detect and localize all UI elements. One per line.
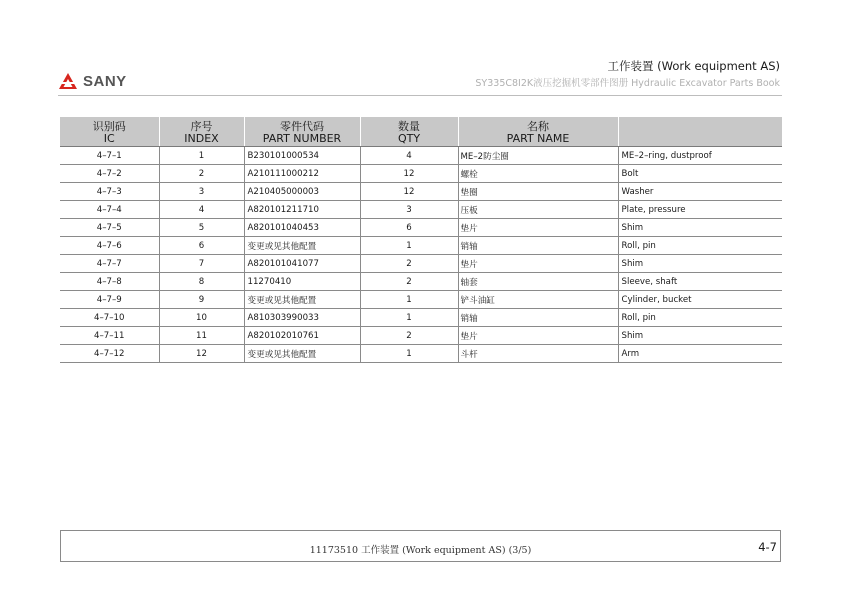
sany-logo-icon <box>58 72 78 90</box>
cell-name-en: ME–2–ring, dustproof <box>618 147 782 165</box>
cell-ic: 4–7–3 <box>60 183 159 201</box>
table-row <box>60 219 782 237</box>
cell-part-number: 变更或见其他配置 <box>244 237 360 255</box>
cell-part-number: A810303990033 <box>244 309 360 327</box>
cell-ic: 4–7–8 <box>60 273 159 291</box>
cell-ic: 4–7–7 <box>60 255 159 273</box>
cell-name-en: Roll, pin <box>618 237 782 255</box>
table-row <box>60 345 782 363</box>
cell-qty: 4 <box>360 147 458 165</box>
cell-part-number: A820101211710 <box>244 201 360 219</box>
cell-qty: 1 <box>360 309 458 327</box>
cell-name-cn: 垫圈 <box>458 183 618 201</box>
cell-ic: 4–7–11 <box>60 327 159 345</box>
cell-index: 10 <box>159 309 244 327</box>
table-row <box>60 201 782 219</box>
parts-table <box>60 117 782 363</box>
col-header-part-name-en <box>618 117 782 147</box>
table-row <box>60 255 782 273</box>
cell-part-number: A820101041077 <box>244 255 360 273</box>
cell-ic: 4–7–10 <box>60 309 159 327</box>
cell-ic: 4–7–1 <box>60 147 159 165</box>
cell-index: 9 <box>159 291 244 309</box>
page-title: 工作装置 (Work equipment AS) <box>607 59 780 73</box>
footer-caption: 11173510 工作装置 (Work equipment AS) (3/5) <box>309 545 532 556</box>
cell-qty: 6 <box>360 219 458 237</box>
col-header-ic-cn: 识别码 <box>92 119 126 133</box>
cell-ic: 4–7–5 <box>60 219 159 237</box>
cell-qty: 1 <box>360 345 458 363</box>
cell-index: 8 <box>159 273 244 291</box>
cell-name-cn: ME–2防尘圈 <box>458 147 618 165</box>
cell-index: 5 <box>159 219 244 237</box>
table-header-row <box>60 117 782 147</box>
col-header-qty-cn: 数量 <box>398 119 420 133</box>
col-header-name-en: PART NAME <box>506 131 570 145</box>
cell-ic: 4–7–2 <box>60 165 159 183</box>
brand-logo <box>58 71 127 91</box>
cell-ic: 4–7–12 <box>60 345 159 363</box>
cell-index: 7 <box>159 255 244 273</box>
cell-index: 2 <box>159 165 244 183</box>
cell-name-en: Shim <box>618 219 782 237</box>
cell-name-en: Roll, pin <box>618 309 782 327</box>
cell-part-number: A820101040453 <box>244 219 360 237</box>
col-header-name-cn: 名称 <box>527 119 549 133</box>
cell-name-cn: 垫片 <box>458 255 618 273</box>
cell-qty: 3 <box>360 201 458 219</box>
cell-qty: 2 <box>360 327 458 345</box>
cell-index: 12 <box>159 345 244 363</box>
cell-name-en: Shim <box>618 327 782 345</box>
table-row <box>60 309 782 327</box>
col-header-index-cn: 序号 <box>190 119 213 133</box>
cell-ic: 4–7–9 <box>60 291 159 309</box>
cell-index: 3 <box>159 183 244 201</box>
cell-index: 1 <box>159 147 244 165</box>
cell-qty: 12 <box>360 165 458 183</box>
table-row <box>60 147 782 165</box>
col-header-part-number <box>244 117 360 147</box>
cell-name-en: Arm <box>618 345 782 363</box>
header-divider <box>58 95 782 96</box>
table-row <box>60 291 782 309</box>
cell-index: 6 <box>159 237 244 255</box>
page-number: 4-7 <box>758 540 777 554</box>
cell-name-cn: 垫片 <box>458 327 618 345</box>
cell-name-en: Washer <box>618 183 782 201</box>
cell-part-number: 11270410 <box>244 273 360 291</box>
cell-ic: 4–7–4 <box>60 201 159 219</box>
cell-ic: 4–7–6 <box>60 237 159 255</box>
cell-part-number: 变更或见其他配置 <box>244 345 360 363</box>
col-header-ic <box>60 117 159 147</box>
cell-name-en: Plate, pressure <box>618 201 782 219</box>
cell-name-en: Sleeve, shaft <box>618 273 782 291</box>
table-row <box>60 327 782 345</box>
cell-name-en: Cylinder, bucket <box>618 291 782 309</box>
cell-part-number: 变更或见其他配置 <box>244 291 360 309</box>
col-header-ic-en: IC <box>103 131 115 145</box>
cell-name-cn: 斗杆 <box>458 345 618 363</box>
cell-name-en: Shim <box>618 255 782 273</box>
brand-name: SANY <box>83 72 127 90</box>
table-row <box>60 183 782 201</box>
cell-qty: 1 <box>360 237 458 255</box>
cell-index: 11 <box>159 327 244 345</box>
cell-part-number: B230101000534 <box>244 147 360 165</box>
cell-qty: 12 <box>360 183 458 201</box>
cell-name-cn: 铲斗油缸 <box>458 291 618 309</box>
cell-name-cn: 销轴 <box>458 237 618 255</box>
cell-part-number: A820102010761 <box>244 327 360 345</box>
cell-name-cn: 垫片 <box>458 219 618 237</box>
cell-name-en: Bolt <box>618 165 782 183</box>
cell-name-cn: 销轴 <box>458 309 618 327</box>
cell-qty: 1 <box>360 291 458 309</box>
cell-part-number: A210405000003 <box>244 183 360 201</box>
cell-name-cn: 压板 <box>458 201 618 219</box>
col-header-pn-cn: 零件代码 <box>280 119 324 133</box>
cell-part-number: A210111000212 <box>244 165 360 183</box>
col-header-index <box>159 117 244 147</box>
footer <box>60 530 781 562</box>
cell-index: 4 <box>159 201 244 219</box>
cell-qty: 2 <box>360 255 458 273</box>
table-row <box>60 237 782 255</box>
col-header-qty <box>360 117 458 147</box>
page-subtitle: SY335C8I2K液压挖掘机零部件图册 Hydraulic Excavator Parts Book <box>475 78 780 89</box>
col-header-part-name <box>458 117 618 147</box>
cell-name-cn: 螺栓 <box>458 165 618 183</box>
table-row <box>60 165 782 183</box>
cell-name-cn: 轴套 <box>458 273 618 291</box>
col-header-index-en: INDEX <box>184 131 219 145</box>
col-header-qty-en: QTY <box>397 131 421 145</box>
col-header-pn-en: PART NUMBER <box>262 131 342 145</box>
cell-qty: 2 <box>360 273 458 291</box>
table-row <box>60 273 782 291</box>
